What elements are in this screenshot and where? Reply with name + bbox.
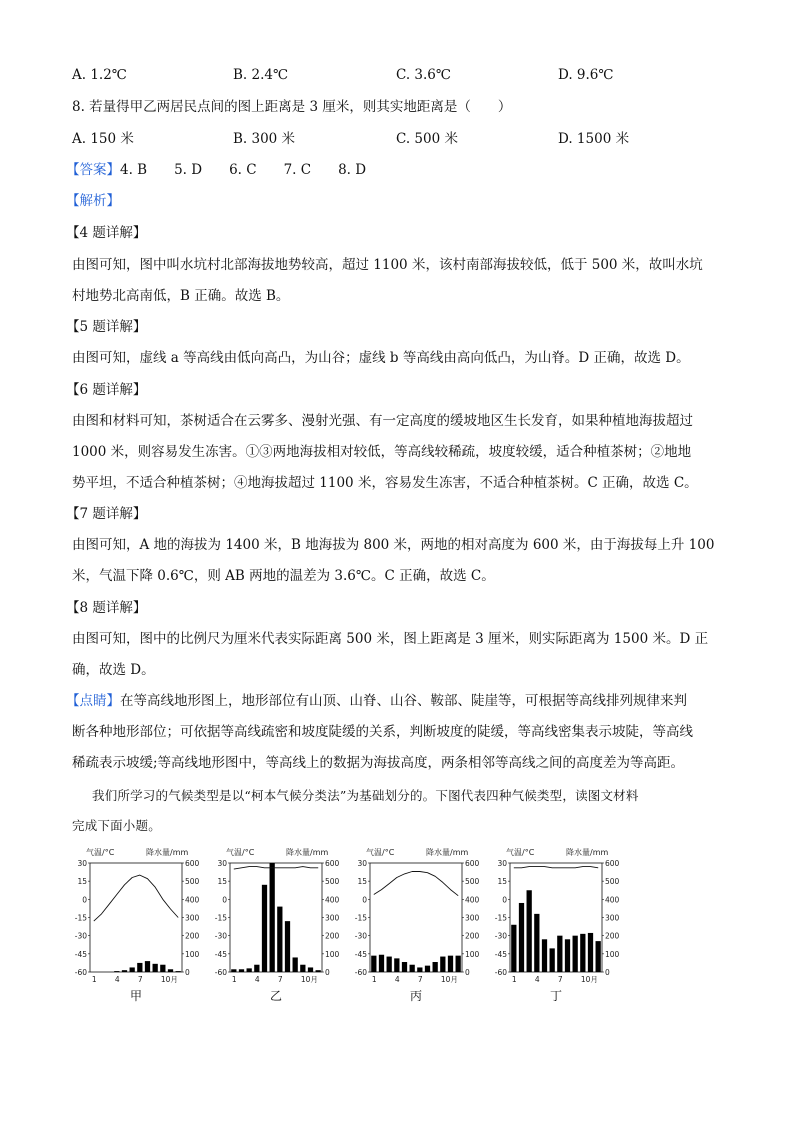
precipitation-bar bbox=[534, 914, 539, 972]
precipitation-bar bbox=[231, 969, 236, 972]
left-tick-label: -15 bbox=[214, 913, 227, 923]
precipitation-bar bbox=[153, 964, 158, 972]
left-axis-label: 气温/°C bbox=[86, 848, 115, 857]
x-tick-label: 10月 bbox=[580, 975, 598, 984]
left-tick-label: 0 bbox=[362, 895, 367, 905]
left-tick-label: 30 bbox=[497, 859, 507, 868]
left-tick-label: -60 bbox=[494, 968, 507, 977]
x-tick-label: 7 bbox=[417, 975, 423, 984]
left-tick-label: 30 bbox=[217, 859, 227, 868]
dianjing-line-1 bbox=[66, 695, 687, 709]
q6-detail-line-2: 1000 米，则容易发生冻害。①③两地海拔相对较低，等高线较稀疏，坡度较缓，适合种植茶树；②地地 bbox=[72, 444, 692, 460]
right-tick-label: 200 bbox=[605, 931, 620, 941]
precipitation-bar bbox=[448, 956, 453, 972]
left-tick-label: -15 bbox=[74, 913, 87, 923]
left-tick-label: 0 bbox=[82, 895, 87, 905]
q4-detail-line-2: 村地势北高南低，B 正确。故选 B。 bbox=[72, 288, 290, 304]
left-tick-label: -45 bbox=[354, 949, 367, 959]
precipitation-bar bbox=[394, 958, 399, 972]
chart-title: 丁 bbox=[549, 989, 563, 1003]
x-tick-label: 10月 bbox=[300, 975, 318, 984]
precipitation-bar bbox=[425, 966, 430, 972]
x-tick-label: 1 bbox=[371, 975, 377, 984]
right-tick-label: 0 bbox=[465, 968, 470, 977]
right-tick-label: 400 bbox=[605, 895, 620, 905]
x-tick-label: 7 bbox=[557, 975, 563, 984]
precipitation-bar bbox=[565, 939, 570, 972]
left-tick-label: -15 bbox=[494, 913, 507, 923]
climate-chart-jia bbox=[62, 845, 222, 1005]
right-tick-label: 100 bbox=[185, 949, 200, 959]
climate-chart-yi bbox=[202, 845, 362, 1005]
q7-detail-line-2: 米，气温下降 0.6℃，则 AB 两地的温差为 3.6℃。C 正确，故选 C。 bbox=[72, 568, 495, 584]
left-tick-label: -30 bbox=[74, 931, 87, 941]
dianjing-line-3: 稀疏表示坡缓;等高线地形图中，等高线上的数据为海拔高度，两条相邻等高线之间的高度差为等高距。 bbox=[72, 755, 685, 771]
q7-option-d: D. 9.6℃ bbox=[558, 67, 614, 83]
left-tick-label: -45 bbox=[214, 949, 227, 959]
climate-chart-ding bbox=[482, 845, 642, 1005]
right-tick-label: 0 bbox=[185, 968, 190, 977]
right-tick-label: 100 bbox=[465, 949, 480, 959]
left-tick-label: -45 bbox=[74, 949, 87, 959]
q7-option-a: A. 1.2℃ bbox=[72, 67, 127, 83]
right-tick-label: 400 bbox=[465, 895, 480, 905]
answer-tag: 【答案】 bbox=[66, 162, 120, 178]
precipitation-bar bbox=[573, 936, 578, 972]
precipitation-bar bbox=[300, 965, 305, 972]
x-tick-label: 4 bbox=[114, 975, 120, 984]
q8-option-d: D. 1500 米 bbox=[558, 131, 630, 147]
precipitation-bar bbox=[247, 968, 252, 972]
precipitation-bar bbox=[160, 965, 165, 972]
left-axis-label: 气温/°C bbox=[366, 848, 395, 857]
right-axis-label: 降水量/mm bbox=[146, 848, 189, 857]
precipitation-bar bbox=[440, 957, 445, 972]
answer-text: 4. B 5. D 6. C 7. C 8. D bbox=[120, 162, 367, 178]
precipitation-bar bbox=[588, 933, 593, 972]
precipitation-bar bbox=[417, 967, 422, 972]
precipitation-bar bbox=[433, 962, 438, 972]
q8-stem: 8. 若量得甲乙两居民点间的图上距离是 3 厘米，则其实地距离是（ ） bbox=[72, 99, 512, 115]
chart-title: 乙 bbox=[269, 989, 283, 1003]
temperature-line bbox=[94, 875, 178, 921]
x-tick-label: 4 bbox=[254, 975, 260, 984]
right-tick-label: 100 bbox=[325, 949, 340, 959]
right-tick-label: 300 bbox=[465, 913, 480, 923]
q7-detail-title: 【7 题详解】 bbox=[66, 506, 147, 522]
precipitation-bar bbox=[557, 936, 562, 972]
right-tick-label: 100 bbox=[605, 949, 620, 959]
dianjing-line-2: 断各种地形部位；可依据等高线疏密和坡度陡缓的关系，判断坡度的陡缓，等高线密集表示坡陡，等高线 bbox=[72, 724, 693, 740]
x-tick-label: 10月 bbox=[160, 975, 178, 984]
q8-detail-title: 【8 题详解】 bbox=[66, 600, 147, 616]
x-tick-label: 4 bbox=[394, 975, 400, 984]
left-tick-label: -15 bbox=[354, 913, 367, 923]
left-tick-label: 15 bbox=[497, 877, 507, 887]
precipitation-bar bbox=[176, 971, 181, 972]
left-tick-label: -60 bbox=[214, 968, 227, 977]
left-tick-label: -60 bbox=[354, 968, 367, 977]
right-tick-label: 200 bbox=[465, 931, 480, 941]
x-tick-label: 1 bbox=[91, 975, 97, 984]
right-tick-label: 500 bbox=[325, 877, 340, 887]
precipitation-bar bbox=[270, 863, 275, 972]
q6-detail-title: 【6 题详解】 bbox=[66, 382, 147, 398]
precipitation-bar bbox=[402, 962, 407, 972]
left-tick-label: 0 bbox=[502, 895, 507, 905]
precipitation-bar bbox=[456, 956, 461, 972]
left-tick-label: 15 bbox=[217, 877, 227, 887]
right-axis-label: 降水量/mm bbox=[286, 848, 329, 857]
right-tick-label: 500 bbox=[185, 877, 200, 887]
dianjing-tag: 【点睛】 bbox=[66, 693, 120, 709]
q8-option-b: B. 300 米 bbox=[233, 131, 296, 147]
q5-detail-title: 【5 题详解】 bbox=[66, 319, 147, 335]
precipitation-bar bbox=[137, 963, 142, 972]
q5-detail-line-1: 由图可知，虚线 a 等高线由低向高凸，为山谷；虚线 b 等高线由高向低凸，为山脊。D 正确，故选 D。 bbox=[72, 350, 690, 366]
left-tick-label: 15 bbox=[77, 877, 87, 887]
left-tick-label: -45 bbox=[494, 949, 507, 959]
temperature-line bbox=[374, 872, 458, 896]
precipitation-bar bbox=[527, 890, 532, 972]
chart-title: 甲 bbox=[129, 989, 143, 1003]
q7-detail-line-1: 由图可知，A 地的海拔为 1400 米，B 地海拔为 800 米，两地的相对高度为 600 米，由于海拔每上升 100 bbox=[72, 537, 715, 553]
precipitation-bar bbox=[410, 965, 415, 972]
climate-chart-bing bbox=[342, 845, 502, 1005]
right-tick-label: 600 bbox=[185, 859, 200, 868]
temperature-line bbox=[234, 867, 318, 870]
plot-frame bbox=[90, 863, 182, 972]
precipitation-bar bbox=[379, 955, 384, 972]
q8-option-c: C. 500 米 bbox=[396, 131, 458, 147]
left-tick-label: -30 bbox=[214, 931, 227, 941]
precipitation-bar bbox=[239, 969, 244, 972]
left-tick-label: -30 bbox=[494, 931, 507, 941]
precipitation-bar bbox=[130, 967, 135, 972]
right-tick-label: 0 bbox=[325, 968, 330, 977]
x-tick-label: 7 bbox=[277, 975, 283, 984]
precipitation-bar bbox=[145, 961, 150, 972]
precipitation-bar bbox=[542, 939, 547, 972]
right-tick-label: 200 bbox=[185, 931, 200, 941]
right-tick-label: 200 bbox=[325, 931, 340, 941]
q4-detail-title: 【4 题详解】 bbox=[66, 225, 147, 241]
left-tick-label: 15 bbox=[357, 877, 367, 887]
q4-detail-line-1: 由图可知，图中叫水坑村北部海拔地势较高，超过 1100 米，该村南部海拔较低，低于 500 米，故叫水坑 bbox=[72, 257, 703, 273]
dianjing-text-1: 在等高线地形图上，地形部位有山顶、山脊、山谷、鞍部、陡崖等，可根据等高线排列规律来判 bbox=[120, 693, 687, 709]
x-tick-label: 1 bbox=[511, 975, 517, 984]
left-tick-label: 30 bbox=[77, 859, 87, 868]
right-tick-label: 600 bbox=[605, 859, 620, 868]
q8-detail-line-2: 确，故选 D。 bbox=[72, 662, 155, 678]
left-tick-label: -30 bbox=[354, 931, 367, 941]
analysis-tag: 【解析】 bbox=[66, 193, 120, 209]
precipitation-bar bbox=[277, 907, 282, 972]
precipitation-bar bbox=[114, 971, 119, 972]
right-tick-label: 600 bbox=[325, 859, 340, 868]
precipitation-bar bbox=[511, 925, 516, 972]
intro-line-2: 完成下面小题。 bbox=[72, 818, 161, 833]
precipitation-bar bbox=[316, 970, 321, 972]
right-tick-label: 400 bbox=[325, 895, 340, 905]
precipitation-bar bbox=[596, 941, 601, 972]
x-tick-label: 4 bbox=[534, 975, 540, 984]
precipitation-bar bbox=[387, 957, 392, 972]
right-tick-label: 300 bbox=[325, 913, 340, 923]
right-tick-label: 0 bbox=[605, 968, 610, 977]
x-tick-label: 7 bbox=[137, 975, 143, 984]
left-tick-label: -60 bbox=[74, 968, 87, 977]
x-tick-label: 1 bbox=[231, 975, 237, 984]
q8-detail-line-1: 由图可知，图中的比例尺为厘米代表实际距离 500 米，图上距离是 3 厘米，则实际距离为 1500 米。D 正 bbox=[72, 631, 709, 647]
left-tick-label: 0 bbox=[222, 895, 227, 905]
right-tick-label: 300 bbox=[185, 913, 200, 923]
precipitation-bar bbox=[168, 969, 173, 972]
precipitation-bar bbox=[371, 956, 376, 972]
right-tick-label: 400 bbox=[185, 895, 200, 905]
precipitation-bar bbox=[308, 967, 313, 972]
precipitation-bar bbox=[550, 948, 555, 972]
right-tick-label: 600 bbox=[465, 859, 480, 868]
x-tick-label: 10月 bbox=[440, 975, 458, 984]
right-tick-label: 500 bbox=[465, 877, 480, 887]
chart-title: 丙 bbox=[409, 989, 423, 1003]
precipitation-bar bbox=[262, 885, 267, 972]
right-tick-label: 500 bbox=[605, 877, 620, 887]
right-axis-label: 降水量/mm bbox=[566, 848, 609, 857]
precipitation-bar bbox=[580, 934, 585, 972]
left-axis-label: 气温/°C bbox=[226, 848, 255, 857]
q8-option-a: A. 150 米 bbox=[72, 131, 134, 147]
left-axis-label: 气温/°C bbox=[506, 848, 535, 857]
temperature-line bbox=[514, 867, 598, 868]
right-tick-label: 300 bbox=[605, 913, 620, 923]
precipitation-bar bbox=[285, 921, 290, 972]
answer-line bbox=[66, 164, 366, 178]
q7-option-c: C. 3.6℃ bbox=[396, 67, 452, 83]
q6-detail-line-3: 势平坦，不适合种植茶树；④地海拔超过 1100 米，容易发生冻害，不适合种植茶树。C 正确，故选 C。 bbox=[72, 475, 698, 491]
precipitation-bar bbox=[519, 903, 524, 972]
precipitation-bar bbox=[254, 965, 259, 972]
right-axis-label: 降水量/mm bbox=[426, 848, 469, 857]
left-tick-label: 30 bbox=[357, 859, 367, 868]
precipitation-bar bbox=[293, 957, 298, 972]
plot-frame bbox=[230, 863, 322, 972]
q7-option-b: B. 2.4℃ bbox=[233, 67, 289, 83]
intro-line-1: 我们所学习的气候类型是以“柯本气候分类法”为基础划分的。下图代表四种气候类型，读图文材料 bbox=[92, 788, 639, 803]
q6-detail-line-1: 由图和材料可知，茶树适合在云雾多、漫射光强、有一定高度的缓坡地区生长发育，如果种植地海拔超过 bbox=[72, 413, 693, 429]
precipitation-bar bbox=[122, 970, 127, 972]
